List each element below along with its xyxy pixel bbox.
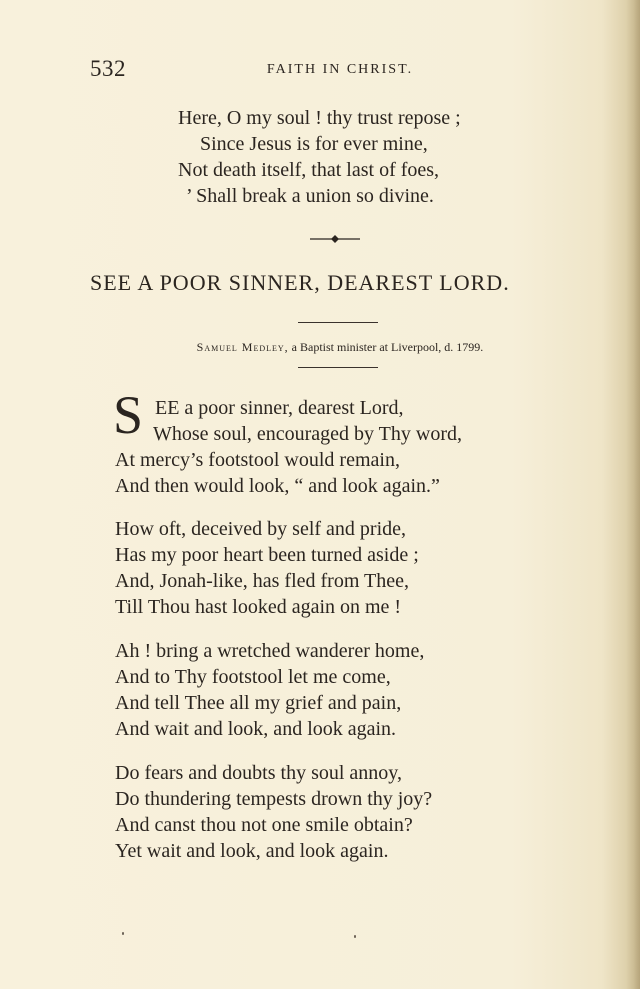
page-number: 532 [90, 56, 126, 81]
hymn-title: SEE A POOR SINNER, DEAREST LORD. [90, 270, 510, 295]
verse-line: Has my poor heart been turned aside ; [115, 544, 419, 566]
diamond-rule-ornament-icon [310, 232, 360, 246]
verse-line: And canst thou not one smile obtain? [115, 814, 413, 836]
print-speck [122, 932, 124, 935]
drop-cap: S [113, 385, 144, 445]
divider [298, 367, 378, 368]
hymn-attribution [0, 340, 640, 355]
verse-line: Whose soul, encouraged by Thy word, [153, 423, 463, 445]
verse-line: At mercy’s footstool would remain, [115, 449, 400, 471]
verse-line: Not death itself, that last of foes, [178, 159, 440, 181]
author-name: Samuel Medley, [196, 340, 289, 354]
verse-line: And tell Thee all my grief and pain, [115, 692, 402, 714]
verse-line: And wait and look, and look again. [115, 718, 397, 740]
stanza-2 [115, 516, 419, 620]
stanza-4 [115, 760, 432, 864]
verse-line: Yet wait and look, and look again. [115, 840, 389, 862]
verse-line: Ah ! bring a wretched wanderer home, [115, 640, 425, 662]
previous-hymn-stanza [178, 105, 461, 209]
running-title: FAITH IN CHRIST. [266, 62, 414, 77]
verse-line: Since Jesus is for ever mine, [200, 133, 428, 155]
verse-line: Till Thou hast looked again on me ! [115, 596, 402, 618]
stanza-3 [115, 638, 424, 742]
verse-line: And to Thy footstool let me come, [115, 666, 391, 688]
print-speck [354, 935, 356, 938]
verse-line: How oft, deceived by self and pride, [115, 518, 407, 540]
author-details: a Baptist minister at Liverpool, d. 1799. [291, 340, 484, 354]
page-edge-shadow [626, 0, 640, 989]
divider [298, 322, 378, 323]
verse-line: And, Jonah-like, has fled from Thee, [115, 570, 409, 592]
stanza-1 [115, 395, 462, 499]
verse-line: Do thundering tempests drown thy joy? [115, 788, 433, 810]
verse-line: Here, O my soul ! thy trust repose ; [178, 107, 461, 129]
verse-line: EE a poor sinner, dearest Lord, [155, 397, 404, 419]
verse-line: Do fears and doubts thy soul annoy, [115, 762, 402, 784]
verse-line: And then would look, “ and look again.” [115, 475, 440, 497]
verse-line: ’ Shall break a union so divine. [186, 185, 434, 207]
